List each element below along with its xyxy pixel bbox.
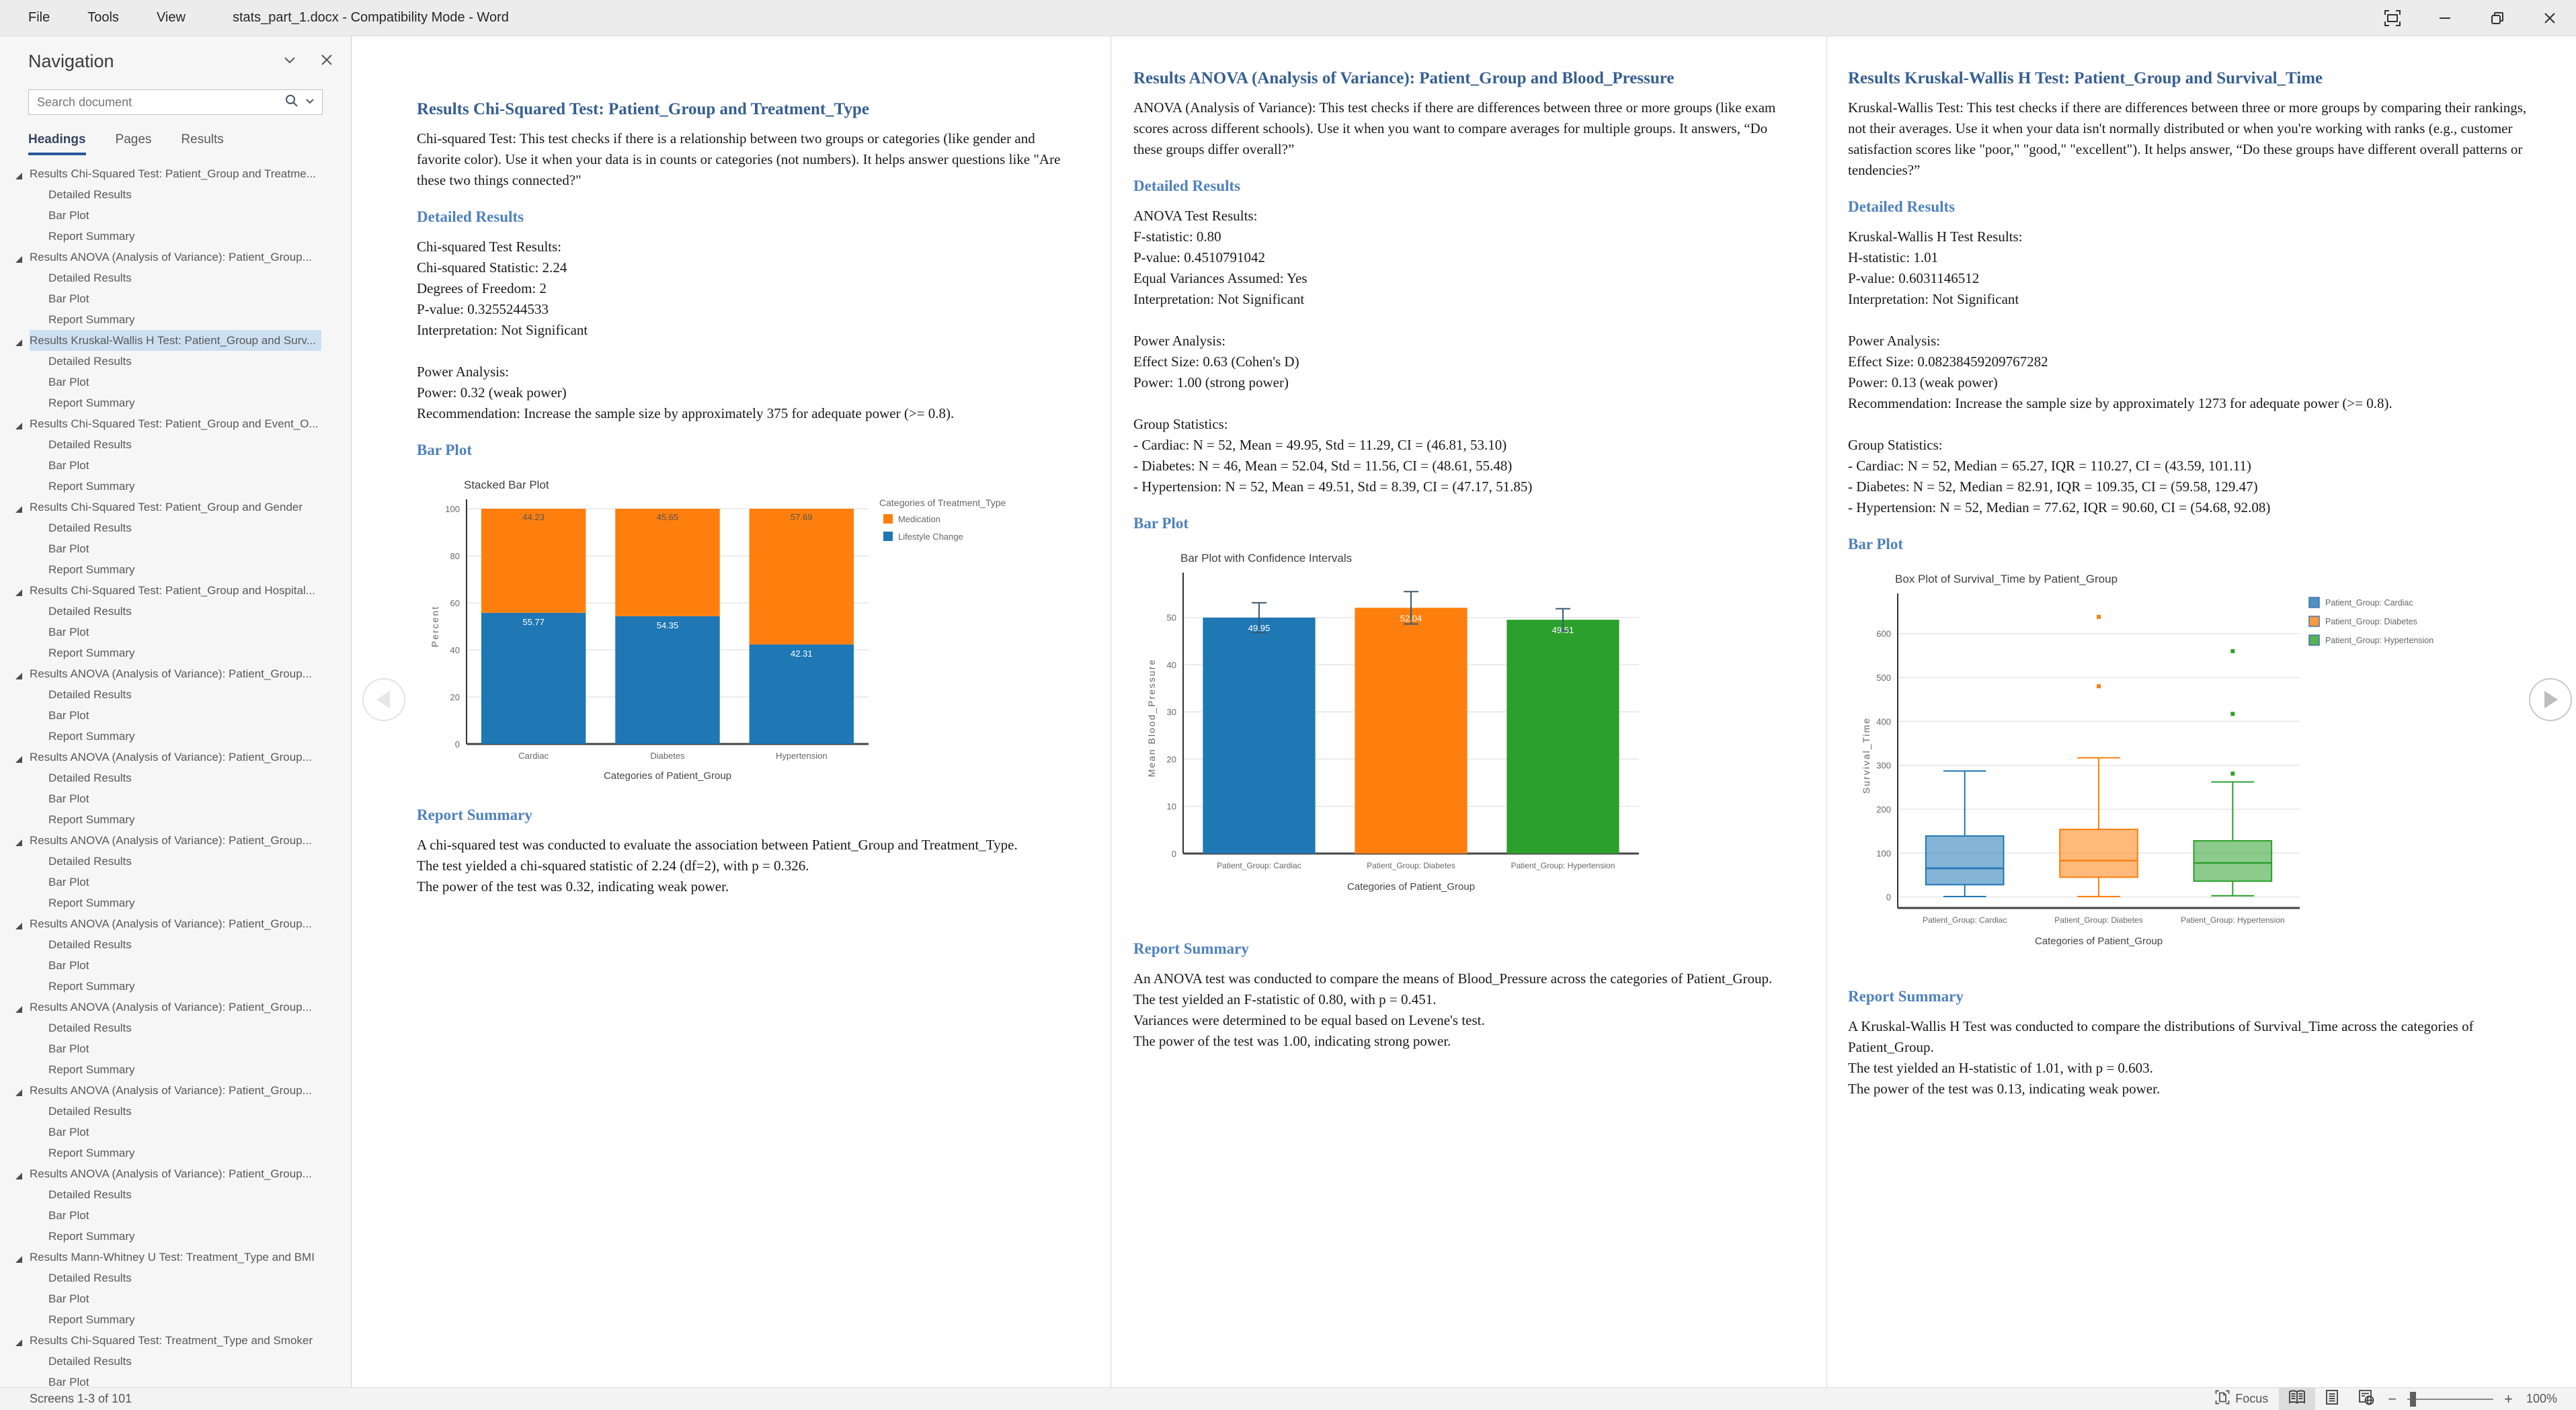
nav-heading-item[interactable] [0, 455, 351, 476]
nav-heading-label: Report Summary [48, 229, 135, 243]
svg-text:20: 20 [1166, 754, 1176, 765]
web-layout-button[interactable] [2349, 1388, 2384, 1410]
svg-text:Patient_Group: Diabetes: Patient_Group: Diabetes [1367, 861, 1455, 870]
detail-line: Chi-squared Statistic: 2.24 [417, 259, 567, 276]
chart-figure [1141, 543, 1798, 923]
nav-heading-label: Report Summary [48, 646, 135, 659]
nav-heading-item[interactable] [0, 1080, 351, 1101]
detail-line [1848, 310, 2546, 331]
nav-heading-item[interactable] [0, 726, 351, 747]
svg-text:100: 100 [445, 504, 460, 514]
status-bar [0, 1387, 2576, 1410]
detail-line [1848, 414, 2546, 435]
nav-heading-label: Bar Plot [48, 1042, 89, 1055]
chevron-down-icon[interactable] [282, 52, 297, 71]
search-icon[interactable] [284, 93, 299, 112]
detail-line: Interpretation: Not Significant [1848, 291, 2019, 307]
print-layout-button[interactable] [2315, 1388, 2349, 1410]
nav-heading-label: Detailed Results [48, 1104, 132, 1118]
page-column [352, 36, 1111, 1387]
zoom-out-button[interactable]: − [2388, 1390, 2397, 1407]
svg-text:Categories of Patient_Group: Categories of Patient_Group [603, 770, 732, 782]
nav-heading-item[interactable] [0, 1330, 351, 1351]
expand-triangle-icon[interactable] [15, 670, 23, 678]
nav-heading-label: Results Chi-Squared Test: Patient_Group and Hospital... [30, 583, 315, 597]
nav-heading-item[interactable] [0, 226, 351, 247]
nav-heading-item[interactable] [0, 768, 351, 788]
nav-heading-item[interactable] [0, 476, 351, 497]
nav-heading-item[interactable] [0, 997, 351, 1018]
detail-line: Power Analysis: [417, 364, 510, 380]
expand-triangle-icon[interactable] [15, 587, 23, 595]
nav-heading-label: Results ANOVA (Analysis of Variance): Patient_Group... [30, 917, 312, 930]
nav-heading-item[interactable] [0, 830, 351, 851]
nav-heading-item[interactable] [0, 1372, 351, 1387]
search-input[interactable] [37, 95, 284, 110]
nav-heading-item[interactable] [0, 330, 351, 351]
nav-heading-item[interactable] [0, 1122, 351, 1143]
svg-text:Medication: Medication [898, 514, 940, 524]
title-bar [0, 0, 2576, 36]
bar-plot-heading: Bar Plot [1133, 515, 1189, 532]
nav-heading-item[interactable] [0, 517, 351, 538]
page-title: Results Kruskal-Wallis H Test: Patient_Group and Survival_Time [1848, 69, 2323, 87]
svg-text:55.77: 55.77 [522, 616, 545, 627]
nav-heading-label: Bar Plot [48, 1292, 89, 1305]
nav-heading-label: Results ANOVA (Analysis of Variance): Patient_Group... [30, 667, 312, 680]
report-line: The power of the test was 0.32, indicating weak power. [417, 878, 729, 895]
detail-line: P-value: 0.3255244533 [417, 301, 549, 317]
test-description: Chi-squared Test: This test checks if there is a relationship between two groups or categories (like gender and favorite color). Use it when your data is in counts or categories (not numbers). It helps answer questions like "Are these two things connected?" [417, 130, 1061, 188]
nav-heading-label: Detailed Results [48, 521, 132, 534]
nav-heading-item[interactable] [0, 705, 351, 726]
expand-triangle-icon[interactable] [15, 1253, 23, 1261]
chart-figure [425, 470, 1063, 789]
nav-heading-item[interactable] [0, 913, 351, 934]
chart-figure [1856, 564, 2546, 970]
expand-triangle-icon[interactable] [15, 253, 23, 261]
detail-line: Recommendation: Increase the sample size by approximately 1273 for adequate power (>= 0.8). [1848, 395, 2392, 411]
detail-line: - Cardiac: N = 52, Mean = 49.95, Std = 11.29, CI = (46.81, 53.10) [1133, 437, 1507, 453]
window-controls [2366, 0, 2576, 36]
nav-heading-label: Report Summary [48, 979, 135, 993]
nav-heading-item[interactable] [0, 893, 351, 913]
nav-heading-item[interactable] [0, 1184, 351, 1205]
svg-text:49.95: 49.95 [1248, 623, 1271, 634]
tab-pages[interactable]: Pages [115, 132, 152, 147]
detailed-results-heading: Detailed Results [1848, 198, 1956, 215]
svg-text:Patient_Group: Diabetes: Patient_Group: Diabetes [2325, 617, 2417, 626]
svg-text:Categories of Patient_Group: Categories of Patient_Group [1346, 881, 1476, 893]
nav-heading-label: Report Summary [48, 479, 135, 493]
nav-heading-item[interactable] [0, 580, 351, 601]
nav-heading-label: Report Summary [48, 729, 135, 743]
read-mode-icon [2288, 1390, 2306, 1408]
nav-heading-item[interactable] [0, 497, 351, 517]
nav-heading-label: Detailed Results [48, 771, 132, 784]
svg-text:Patient_Group: Hypertension: Patient_Group: Hypertension [1511, 861, 1615, 870]
nav-heading-item[interactable] [0, 955, 351, 976]
detailed-results-heading: Detailed Results [1133, 177, 1241, 194]
bar-plot-heading: Bar Plot [1848, 536, 1903, 552]
document-area [352, 36, 2576, 1387]
nav-heading-item[interactable] [0, 622, 351, 642]
svg-text:Patient_Group: Diabetes: Patient_Group: Diabetes [2054, 915, 2143, 925]
detail-line: Interpretation: Not Significant [417, 322, 588, 338]
expand-triangle-icon[interactable] [15, 420, 23, 428]
svg-text:Box Plot of Survival_Time by P: Box Plot of Survival_Time by Patient_Group [1895, 573, 2118, 585]
svg-text:Categories of Treatment_Type: Categories of Treatment_Type [879, 497, 1006, 508]
nav-heading-item[interactable] [0, 1288, 351, 1309]
nav-heading-label: Detailed Results [48, 1354, 132, 1368]
detail-line [417, 341, 1063, 362]
detail-line: Interpretation: Not Significant [1133, 291, 1305, 307]
detail-line: Recommendation: Increase the sample size by approximately 375 for adequate power (>= 0.8). [417, 405, 955, 421]
nav-heading-item[interactable] [0, 1309, 351, 1330]
search-dropdown-icon[interactable] [305, 95, 315, 110]
svg-text:Patient_Group: Cardiac: Patient_Group: Cardiac [1922, 915, 2007, 925]
detail-line: - Hypertension: N = 52, Mean = 49.51, Std = 8.39, CI = (47.17, 51.85) [1133, 479, 1533, 495]
detail-line: - Hypertension: N = 52, Median = 77.62, IQR = 90.60, CI = (54.68, 92.08) [1848, 499, 2271, 515]
tab-results[interactable]: Results [181, 132, 224, 147]
detail-line: Degrees of Freedom: 2 [417, 280, 547, 296]
nav-heading-label: Detailed Results [48, 688, 132, 701]
bar-plot-heading: Bar Plot [417, 442, 472, 458]
nav-heading-label: Report Summary [48, 813, 135, 826]
svg-text:40: 40 [1166, 659, 1176, 670]
nav-heading-item[interactable] [0, 1018, 351, 1038]
menu-tools[interactable]: Tools [87, 10, 119, 25]
menu-bar [0, 10, 186, 26]
nav-heading-item[interactable] [0, 1059, 351, 1080]
svg-text:Patient_Group: Hypertension: Patient_Group: Hypertension [2180, 915, 2285, 925]
nav-heading-item[interactable] [0, 1143, 351, 1163]
svg-text:45.65: 45.65 [656, 512, 679, 522]
nav-heading-label: Bar Plot [48, 292, 89, 305]
svg-text:Mean Blood_Pressure: Mean Blood_Pressure [1146, 658, 1157, 778]
tab-headings[interactable]: Headings [28, 132, 86, 155]
nav-heading-label: Detailed Results [48, 188, 132, 201]
detail-line: - Diabetes: N = 52, Median = 82.91, IQR = 109.35, CI = (59.58, 129.47) [1848, 479, 2258, 495]
nav-heading-item[interactable] [0, 351, 351, 372]
nav-heading-item[interactable] [0, 601, 351, 622]
nav-heading-label: Bar Plot [48, 958, 89, 972]
nav-heading-item[interactable] [0, 392, 351, 413]
nav-heading-label: Bar Plot [48, 625, 89, 638]
nav-heading-label: Results ANOVA (Analysis of Variance): Patient_Group... [30, 1000, 312, 1013]
svg-text:Diabetes: Diabetes [650, 751, 685, 761]
detail-line: Group Statistics: [1133, 416, 1228, 432]
nav-heading-label: Results Chi-Squared Test: Treatment_Type and Smoker [30, 1333, 313, 1347]
nav-heading-item[interactable] [0, 976, 351, 997]
nav-heading-label: Report Summary [48, 563, 135, 576]
svg-text:100: 100 [1876, 848, 1891, 859]
svg-text:30: 30 [1166, 707, 1176, 718]
nav-heading-label: Results ANOVA (Analysis of Variance): Patient_Group... [30, 1167, 312, 1180]
detail-line: Power: 0.32 (weak power) [417, 384, 567, 401]
search-box [28, 89, 323, 115]
nav-heading-item[interactable] [0, 372, 351, 392]
report-line: Variances were determined to be equal based on Levene's test. [1133, 1012, 1485, 1028]
report-summary-heading: Report Summary [1133, 940, 1249, 957]
detail-line: Effect Size: 0.08238459209767282 [1848, 354, 2048, 370]
nav-heading-label: Detailed Results [48, 1271, 132, 1284]
detail-line [1133, 310, 1798, 331]
svg-text:44.23: 44.23 [522, 512, 545, 522]
nav-heading-label: Results Kruskal-Wallis H Test: Patient_Group and Surv... [30, 333, 316, 347]
nav-heading-item[interactable] [0, 163, 351, 184]
detail-line: P-value: 0.4510791042 [1133, 249, 1265, 265]
svg-text:0: 0 [1171, 849, 1176, 859]
nav-heading-item[interactable] [0, 434, 351, 455]
detail-line [1133, 393, 1798, 414]
detail-line: Power: 1.00 (strong power) [1133, 374, 1289, 390]
nav-heading-label: Results Mann-Whitney U Test: Treatment_Type and BMI [30, 1250, 315, 1263]
svg-text:80: 80 [450, 551, 460, 561]
page-column [1826, 36, 2576, 1387]
close-icon[interactable] [2524, 0, 2576, 36]
svg-text:200: 200 [1876, 804, 1891, 815]
test-description: ANOVA (Analysis of Variance): This test checks if there are differences between three or more groups (like exam scores across different schools). Use it when you want to compare averages for multiple groups. It answers, “Do these groups differ overall?” [1133, 99, 1776, 157]
detail-line: F-statistic: 0.80 [1133, 229, 1221, 245]
nav-heading-label: Detailed Results [48, 938, 132, 951]
nav-heading-label: Detailed Results [48, 854, 132, 868]
nav-heading-label: Bar Plot [48, 792, 89, 805]
nav-heading-label: Results ANOVA (Analysis of Variance): Patient_Group... [30, 833, 312, 847]
nav-heading-label: Report Summary [48, 313, 135, 326]
previous-screen-button[interactable] [362, 678, 405, 721]
page-title: Results Chi-Squared Test: Patient_Group and Treatment_Type [417, 100, 869, 118]
detail-line: H-statistic: 1.01 [1848, 249, 1939, 265]
minimize-icon[interactable] [2419, 0, 2471, 36]
nav-heading-label: Bar Plot [48, 708, 89, 722]
svg-text:400: 400 [1876, 716, 1891, 727]
nav-heading-item[interactable] [0, 559, 351, 580]
report-summary-heading: Report Summary [417, 806, 532, 823]
screen-count-label: Screens 1-3 of 101 [30, 1392, 132, 1405]
nav-heading-label: Bar Plot [48, 542, 89, 555]
detail-line: P-value: 0.6031146512 [1848, 270, 1980, 286]
svg-text:0: 0 [1886, 892, 1891, 903]
expand-triangle-icon[interactable] [15, 1170, 23, 1178]
nav-heading-item[interactable] [0, 934, 351, 955]
nav-heading-item[interactable] [0, 809, 351, 830]
detail-line: - Diabetes: N = 46, Mean = 52.04, Std = 11.56, CI = (48.61, 55.48) [1133, 458, 1513, 474]
chart-svg [1141, 543, 1733, 919]
nav-heading-label: Results Chi-Squared Test: Patient_Group and Gender [30, 500, 303, 513]
detail-line: Kruskal-Wallis H Test Results: [1848, 229, 2023, 245]
nav-heading-item[interactable] [0, 247, 351, 267]
detail-line: - Cardiac: N = 52, Median = 65.27, IQR = 110.27, CI = (43.59, 101.11) [1848, 458, 2251, 474]
svg-text:49.51: 49.51 [1552, 625, 1574, 636]
next-screen-button[interactable] [2529, 678, 2572, 721]
report-line: The test yielded an H-statistic of 1.01, with p = 0.603. [1848, 1060, 2153, 1076]
nav-heading-label: Bar Plot [48, 1208, 89, 1222]
focus-button[interactable] [2204, 1390, 2279, 1408]
svg-text:Stacked Bar Plot: Stacked Bar Plot [464, 479, 549, 491]
svg-text:52.04: 52.04 [1400, 613, 1422, 624]
svg-text:10: 10 [1166, 801, 1176, 812]
nav-heading-item[interactable] [0, 642, 351, 663]
focus-icon [2215, 1390, 2230, 1408]
nav-heading-item[interactable] [0, 1247, 351, 1268]
svg-text:Survival_Time: Survival_Time [1861, 716, 1871, 794]
report-line: The test yielded an F-statistic of 0.80, with p = 0.451. [1133, 991, 1437, 1007]
detail-line: Power Analysis: [1133, 333, 1226, 349]
expand-triangle-icon[interactable] [15, 170, 23, 178]
report-line: A Kruskal-Wallis H Test was conducted to compare the distributions of Survival_Time across the categories of Patient_Group. [1848, 1018, 2474, 1055]
nav-heading-item[interactable] [0, 413, 351, 434]
nav-heading-label: Report Summary [48, 896, 135, 909]
detail-line: ANOVA Test Results: [1133, 208, 1258, 224]
nav-heading-item[interactable] [0, 872, 351, 893]
nav-heading-item[interactable] [0, 663, 351, 684]
focus-label: Focus [2235, 1392, 2269, 1405]
report-line: A chi-squared test was conducted to evaluate the association between Patient_Group and Treatment_Type. [417, 837, 1018, 853]
expand-triangle-icon[interactable] [15, 1003, 23, 1011]
nav-heading-item[interactable] [0, 851, 351, 872]
svg-text:Patient_Group: Cardiac: Patient_Group: Cardiac [2325, 598, 2413, 608]
nav-heading-label: Bar Plot [48, 208, 89, 222]
svg-text:Hypertension: Hypertension [776, 751, 828, 761]
expand-triangle-icon[interactable] [15, 920, 23, 928]
detail-line: Power Analysis: [1848, 333, 1941, 349]
expand-triangle-icon[interactable] [15, 837, 23, 845]
nav-heading-label: Report Summary [48, 1063, 135, 1076]
web-layout-icon [2358, 1389, 2374, 1409]
svg-text:60: 60 [450, 598, 460, 608]
menu-file[interactable]: File [28, 10, 50, 25]
report-line: An ANOVA test was conducted to compare the means of Blood_Pressure across the categories of Patient_Group. [1133, 970, 1773, 987]
nav-heading-item[interactable] [0, 1101, 351, 1122]
print-layout-icon [2325, 1389, 2339, 1409]
svg-text:600: 600 [1876, 628, 1891, 639]
detail-line: Effect Size: 0.63 (Cohen's D) [1133, 354, 1299, 370]
svg-text:300: 300 [1876, 760, 1891, 771]
svg-text:40: 40 [450, 645, 460, 655]
nav-heading-item[interactable] [0, 309, 351, 330]
chart-svg [1856, 564, 2448, 967]
expand-triangle-icon[interactable] [15, 1087, 23, 1095]
nav-heading-item[interactable] [0, 1163, 351, 1184]
nav-heading-item[interactable] [0, 1038, 351, 1059]
chart-svg [425, 470, 1016, 786]
detail-line: Chi-squared Test Results: [417, 239, 562, 255]
expand-triangle-icon[interactable] [15, 753, 23, 761]
detail-line: Power: 0.13 (weak power) [1848, 374, 1998, 390]
svg-text:Categories of Patient_Group: Categories of Patient_Group [2034, 936, 2163, 947]
report-summary-heading: Report Summary [1848, 988, 1964, 1005]
svg-text:Percent: Percent [430, 605, 440, 648]
report-line: The power of the test was 1.00, indicating strong power. [1133, 1033, 1451, 1049]
nav-heading-label: Detailed Results [48, 438, 132, 451]
navigation-pane-title: Navigation [28, 51, 114, 71]
nav-heading-label: Bar Plot [48, 375, 89, 388]
nav-heading-item[interactable] [0, 747, 351, 768]
svg-text:Cardiac: Cardiac [518, 751, 549, 761]
svg-text:Patient_Group: Hypertension: Patient_Group: Hypertension [2325, 636, 2434, 645]
nav-heading-label: Detailed Results [48, 354, 132, 368]
svg-text:57.69: 57.69 [791, 512, 813, 522]
nav-heading-item[interactable] [0, 538, 351, 559]
svg-text:50: 50 [1166, 612, 1176, 623]
svg-text:Lifestyle Change: Lifestyle Change [898, 532, 963, 542]
nav-heading-label: Detailed Results [48, 1188, 132, 1201]
nav-heading-label: Bar Plot [48, 875, 89, 888]
zoom-slider-handle[interactable] [2410, 1392, 2416, 1407]
nav-heading-label: Bar Plot [48, 458, 89, 472]
nav-heading-label: Bar Plot [48, 1375, 89, 1387]
nav-heading-item[interactable] [0, 1268, 351, 1288]
svg-text:20: 20 [450, 692, 460, 702]
nav-heading-label: Detailed Results [48, 604, 132, 618]
nav-heading-item[interactable] [0, 1205, 351, 1226]
close-pane-icon[interactable] [320, 53, 333, 70]
test-description: Kruskal-Wallis Test: This test checks if there are differences between three or more groups by comparing their rankings, not their averages. Use it when your data isn't normally distributed or when you're working with ranks (e.g., customer satisfaction scores like "poor," "good," "excellent"). It helps answer, “Do these groups have different overall patterns or tendencies?” [1848, 99, 2527, 178]
nav-heading-item[interactable] [0, 184, 351, 205]
zoom-slider[interactable] [2407, 1399, 2493, 1400]
page-title: Results ANOVA (Analysis of Variance): Patient_Group and Blood_Pressure [1133, 69, 1675, 87]
navigation-tabs [0, 119, 351, 155]
detail-line: Group Statistics: [1848, 437, 1943, 453]
nav-heading-item[interactable] [0, 684, 351, 705]
nav-heading-item[interactable] [0, 1351, 351, 1372]
navigation-pane [0, 36, 352, 1387]
page-column [1111, 36, 1826, 1387]
expand-triangle-icon[interactable] [15, 503, 23, 511]
nav-heading-label: Report Summary [48, 1229, 135, 1243]
nav-heading-label: Results ANOVA (Analysis of Variance): Patient_Group... [30, 750, 312, 763]
zoom-percentage[interactable]: 100% [2526, 1392, 2557, 1405]
nav-heading-item[interactable] [0, 288, 351, 309]
report-line: The power of the test was 0.13, indicating weak power. [1848, 1081, 2161, 1097]
svg-text:42.31: 42.31 [791, 648, 813, 659]
restore-icon[interactable] [2471, 0, 2524, 36]
svg-text:54.35: 54.35 [656, 620, 679, 630]
nav-heading-item[interactable] [0, 205, 351, 226]
nav-heading-item[interactable] [0, 1226, 351, 1247]
svg-text:Bar Plot with Confidence Inter: Bar Plot with Confidence Intervals [1180, 552, 1353, 565]
nav-heading-label: Results ANOVA (Analysis of Variance): Patient_Group... [30, 1083, 312, 1097]
nav-heading-label: Report Summary [48, 1146, 135, 1159]
expand-triangle-icon[interactable] [15, 337, 23, 345]
full-screen-icon[interactable] [2366, 0, 2419, 36]
nav-heading-label: Report Summary [48, 396, 135, 409]
nav-heading-label: Results Chi-Squared Test: Patient_Group and Event_O... [30, 417, 319, 430]
headings-list [0, 155, 351, 1387]
nav-heading-item[interactable] [0, 788, 351, 809]
nav-heading-item[interactable] [0, 267, 351, 288]
menu-view[interactable]: View [156, 10, 186, 25]
nav-heading-label: Detailed Results [48, 271, 132, 284]
detailed-results-heading: Detailed Results [417, 208, 524, 225]
nav-heading-label: Detailed Results [48, 1021, 132, 1034]
detail-line: Equal Variances Assumed: Yes [1133, 270, 1307, 286]
expand-triangle-icon[interactable] [15, 1337, 23, 1345]
zoom-in-button[interactable]: + [2504, 1390, 2513, 1407]
window-title: stats_part_1.docx - Compatibility Mode - Word [232, 10, 509, 25]
svg-text:Patient_Group: Cardiac: Patient_Group: Cardiac [1217, 861, 1301, 870]
report-line: The test yielded a chi-squared statistic of 2.24 (df=2), with p = 0.326. [417, 858, 809, 874]
read-mode-button[interactable] [2279, 1388, 2315, 1410]
nav-heading-label: Bar Plot [48, 1125, 89, 1138]
svg-text:500: 500 [1876, 673, 1891, 683]
nav-heading-label: Results Chi-Squared Test: Patient_Group and Treatme... [30, 167, 316, 180]
nav-heading-label: Report Summary [48, 1313, 135, 1326]
svg-text:0: 0 [454, 739, 460, 749]
nav-heading-label: Results ANOVA (Analysis of Variance): Patient_Group... [30, 250, 312, 263]
